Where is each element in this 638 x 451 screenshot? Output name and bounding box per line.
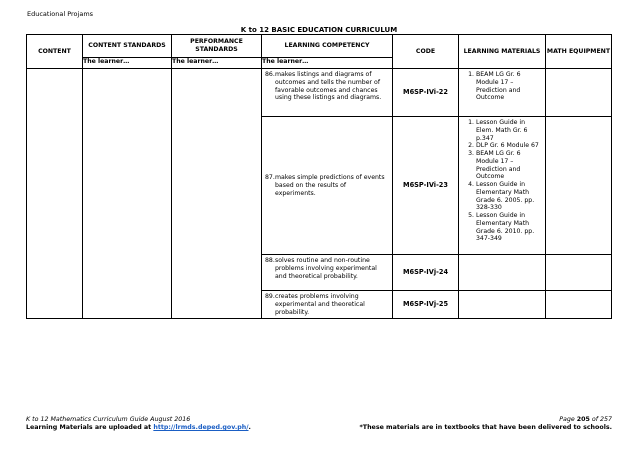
competency-text: solves routine and non-routine problems involving experimental and theoretical probability. xyxy=(275,257,377,280)
header-code: CODE xyxy=(393,35,459,69)
table-row xyxy=(27,69,612,117)
header-learning-competency: LEARNING COMPETENCY xyxy=(262,35,393,58)
subheader-content-standards: The learner… xyxy=(83,58,172,69)
materials-cell xyxy=(459,291,546,319)
competency-number: 86. xyxy=(265,71,275,78)
competency-cell xyxy=(262,69,393,117)
header-content: CONTENT xyxy=(27,35,83,69)
subheader-performance-standards: The learner… xyxy=(172,58,262,69)
material-item: 4. Lesson Guide in Elementary Math Grade 6. 2005. pp. 328-330 xyxy=(476,181,543,212)
curriculum-table xyxy=(26,34,612,319)
footer-guide-title: K to 12 Mathematics Curriculum Guide August 2016 xyxy=(26,416,191,423)
header-content-standards: CONTENT STANDARDS xyxy=(83,35,172,58)
equipment-cell xyxy=(546,255,612,291)
competency-cell xyxy=(262,291,393,319)
competency-cell xyxy=(262,117,393,255)
page-prefix: Page xyxy=(559,416,577,423)
competency-number: 87. xyxy=(265,174,275,182)
footer-textbook-note: *These materials are in textbooks that have been delivered to schools. xyxy=(359,424,612,431)
material-item: 2. DLP Gr. 6 Module 67 xyxy=(476,142,543,150)
page-indicator xyxy=(359,416,612,423)
code-cell: M6SP-IVi-23 xyxy=(393,117,459,255)
equipment-cell xyxy=(546,117,612,255)
content-cell xyxy=(27,69,83,319)
performance-standards-cell xyxy=(172,69,262,319)
materials-cell xyxy=(459,117,546,255)
materials-cell xyxy=(459,69,546,117)
footer-left xyxy=(26,416,251,431)
equipment-cell xyxy=(546,69,612,117)
material-item: 3. BEAM LG Gr. 6 Module 17 – Prediction and Outcome xyxy=(476,150,543,181)
material-item: 1. BEAM LG Gr. 6 Module 17 – Prediction and Outcome xyxy=(476,71,543,102)
code-cell: M6SP-IVj-24 xyxy=(393,255,459,291)
equipment-cell xyxy=(546,291,612,319)
materials-cell xyxy=(459,255,546,291)
lrmds-link[interactable]: http://lrmds.deped.gov.ph/ xyxy=(153,424,249,431)
header-learning-materials: LEARNING MATERIALS xyxy=(459,35,546,69)
page-number: 205 xyxy=(576,416,590,423)
content-standards-cell xyxy=(83,69,172,319)
header-math-equipment: MATH EQUIPMENT xyxy=(546,35,612,69)
competency-text: creates problems involving experimental and theoretical probability. xyxy=(275,293,365,316)
code-cell: M6SP-IVi-22 xyxy=(393,69,459,117)
page-mid: of xyxy=(589,416,600,423)
material-item: 1. Lesson Guide in Elem. Math Gr. 6 p.347 xyxy=(476,119,543,142)
footer-right xyxy=(359,416,612,431)
competency-cell xyxy=(262,255,393,291)
competency-text: makes listings and diagrams of outcomes and tells the number of favorable outcomes and chances using these listings and diagrams. xyxy=(275,71,382,102)
header-row xyxy=(27,35,612,58)
competency-text: makes simple predictions of events based on the results of experiments. xyxy=(275,174,385,197)
footer-upload-prefix: Learning Materials are uploaded at xyxy=(26,424,154,431)
subheader-learning-competency: The learner… xyxy=(262,58,393,69)
page-title: K to 12 BASIC EDUCATION CURRICULUM xyxy=(240,26,398,34)
code-cell: M6SP-IVj-25 xyxy=(393,291,459,319)
page-total: 257 xyxy=(599,416,612,423)
watermark-text: Educational Projams xyxy=(27,10,94,18)
header-performance-standards: PERFORMANCE STANDARDS xyxy=(172,35,262,58)
competency-number: 89. xyxy=(265,293,275,300)
material-item: 5. Lesson Guide in Elementary Math Grade 6. 2010. pp. 347-349 xyxy=(476,212,543,243)
footer-upload-suffix: . xyxy=(248,424,251,431)
competency-number: 88. xyxy=(265,257,275,264)
footer-upload-note xyxy=(26,424,251,431)
